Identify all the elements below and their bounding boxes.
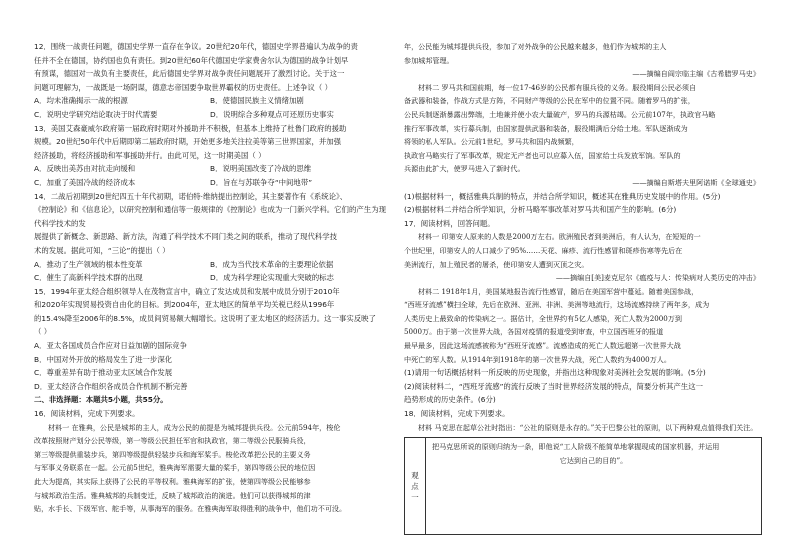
option-row	[34, 162, 386, 176]
question-16-task-2: (2)根据材料二并结合所学知识，分析马略军事改革对罗马共和国产生的影响。(6分)	[404, 205, 677, 215]
question-17-material-1	[404, 230, 760, 271]
option-row	[34, 176, 386, 190]
question-text: 12．围绕一战责任问题，德国史学界一直存在争议。20世纪20年代，德国史学界普遍认为战争的责	[34, 42, 358, 51]
question-18-material: 材料 马克思在起草公社时指出：“公社的原则是永存的。”关于巴黎公社的原则，以下两种观点值得我们关注。	[418, 422, 758, 432]
material-line: 与军事义务联系在一起。公元前5世纪，雅典海军需要大量的桨手，第四等级公民的地位因	[34, 463, 316, 473]
material-line: 贴，水手长、下级军官、舵手等，从事海军的服务。在雅典海军取得胜利的战争中，他们功不可没。	[34, 504, 347, 514]
option-a[interactable]: A．亚太各国成员合作应对日益加剧的国际竞争	[34, 341, 187, 351]
question-text: 的15.4%降至2006年的8.5%，成员间贸易额大幅增长。这说明了亚太地区的经济活力。这一事实反映了	[34, 313, 376, 323]
question-16-material-2	[404, 81, 760, 176]
question-text: 术的发展。据此可知，“三论”的提出（ ）	[34, 245, 170, 255]
question-text: 任并不全在德国，协约国也负有责任。到20世纪60年代德国史学家费舍尔认为德国的战争计划早	[34, 55, 349, 65]
option-row	[34, 258, 386, 272]
material-line: 个世纪里，印第安人的人口减少了95%……天花、麻疹、流行性感冒和斑疹伤寒等先后在	[404, 245, 683, 255]
question-18-intro: 18．阅读材料，完成下列要求。	[404, 409, 510, 419]
material-line: 最早最多，因此这场流感被称为“西班牙流感”。流感造成的死亡人数远超第一次世界大战	[404, 341, 681, 351]
source-citation: ——摘编自阎宗临主编《古希腊罗马史》	[632, 69, 760, 79]
option-a[interactable]: A．推动了生产领域的根本性变革	[34, 259, 143, 269]
option-a[interactable]: A．反映出美苏由对抗走向缓和	[34, 164, 136, 174]
viewpoint-content	[426, 438, 761, 534]
viewpoint-label-char: 观	[411, 470, 419, 480]
viewpoint-table	[404, 437, 762, 535]
question-text: 14．二战后初期到20世纪四五十年代初期，诺伯特·维纳提出控制论，其主要著作有《系统论》、	[34, 191, 348, 201]
material-line: 兵源由此扩大，使罗马进入了新时代。	[404, 164, 525, 174]
viewpoint-line: 它达到自己的目的”。	[559, 455, 628, 465]
question-text: 13．美国艾森豪威尔政府第一届政府时期对外援助并不积极，但基本上维持了杜鲁门政府的援助	[34, 123, 347, 133]
question-text: 展提供了新概念、新思路、新方法，沟通了科学技术不同门类之间的联系，推动了现代科学技	[34, 232, 338, 242]
question-text: 15．1994年亚太经合组织领导人在茂物宣言中，确立了发达成员和发展中成员分别于2010年	[34, 286, 340, 296]
option-d[interactable]: D．旨在与苏联争夺“中间地带”	[210, 177, 313, 187]
option-b[interactable]: B．成为当代技术革命的主要理论依据	[210, 259, 334, 269]
option-b[interactable]: B．使德国民族主义情绪加剧	[210, 96, 304, 106]
material-line: 材料一 在雅典，公民是城邦的主人，成为公民的前提是为城邦提供兵役。公元前594年，梭伦	[48, 422, 341, 432]
question-15	[34, 285, 386, 394]
option-d[interactable]: D．成为科学理论实现重大突破的标志	[210, 273, 334, 283]
viewpoint-line: 把马克思所说的原则归纳为一条，即他说“工人阶级不能简单地掌握现成的国家机器，并运用	[432, 442, 720, 452]
question-16-material-1	[34, 421, 386, 516]
option-d[interactable]: D．亚太经济合作组织各成员合作机制不断完善	[34, 381, 188, 391]
question-text: 规模。20世纪50年代中后期即第二届政府时期，开始更多地关注拉美等第三世界国家，并加强	[34, 137, 342, 147]
material-line: 材料二 罗马共和国前期，每一位17-46岁的公民都有服兵役的义务。服役期间公民必须自	[418, 82, 697, 92]
question-17-task-1: (1)请用一句话概括材料一所反映的历史现象，并指出这种现象对美洲社会发展的影响。(5分)	[404, 368, 706, 378]
question-text: （ ）	[34, 327, 52, 337]
option-row	[34, 94, 386, 108]
material-line: 材料一 印第安人原来的人数是2000万左右。欧洲殖民者到美洲后，有人认为，在短短的一	[418, 232, 701, 242]
viewpoint-label-char: 一	[411, 492, 419, 502]
material-line: 此大为提高，其实际上获得了公民的平等权利。雅典海军的扩张，使第四等级公民能够参	[34, 477, 311, 486]
material-line: 美洲流行，加上殖民者的屠杀，使印第安人遭到灭顶之灾。	[404, 259, 589, 269]
question-17-intro: 17．阅读材料，回答问题。	[404, 218, 495, 228]
question-13	[34, 122, 386, 190]
option-c[interactable]: C．说明史学研究结论取决于时代需要	[34, 109, 158, 119]
material-line: 执政官马略实行了军事改革，规定无产者也可以应募入伍，国家给士兵发放军饷。军队的	[404, 150, 681, 160]
option-row	[34, 271, 386, 285]
question-text: 《控制论》和《信息论》，以研究控制和通信等一般规律的《控制论》也成为一门新兴学科。它们的产生为现代科学技术的发	[34, 205, 386, 228]
material-line: 推行军事改革，实行募兵制，由国家提供武器和装备，服役期满后分给土地。军队逐渐成为	[404, 123, 688, 133]
viewpoint-label-char: 点	[411, 481, 419, 491]
material-line: 参加城邦管理。	[404, 55, 454, 65]
material-line: 中死亡的军人数。从1914年到1918年的第一次世界大战，死亡人数约为4000万人。	[404, 354, 671, 364]
question-17-task-2-cont: 趋势形成的历史条件。(6分)	[404, 395, 496, 405]
section-heading: 二、非选择题：本题共5小题，共55分。	[34, 395, 168, 405]
material-line: 与城邦政治生活。雅典城邦的兵制变迁，反映了城邦政治的演进。他们可以获得城邦的津	[34, 490, 311, 500]
option-c[interactable]: C．加重了美国冷战的经济成本	[34, 177, 136, 187]
material-line: 年，公民能为城邦提供兵役，参加了对外战争的公民越来越多，他们作为城邦的主人	[404, 42, 667, 51]
material-line: 材料二 1918年1月，美国某地报告流行性感冒，随后在美国军营中蔓延。随着美国参战，	[418, 286, 699, 296]
option-a[interactable]: A．均未准确揭示一战的根源	[34, 96, 128, 106]
question-17-task-2: (2)阅读材料二，“西班牙流感”的流行反映了当时世界经济发展的特点，简要分析其产生这一	[404, 381, 703, 391]
option-b[interactable]: B．说明美国改变了冷战的思维	[210, 164, 312, 174]
option-b[interactable]: B．中国对外开放的格局发生了进一步深化	[34, 354, 173, 364]
right-column	[404, 40, 760, 535]
option-c[interactable]: C．催生了高新科学技术群的出现	[34, 273, 143, 283]
question-16-task-1: (1)根据材料一，概括雅典兵制的特点，并结合所学知识，概述其在雅典历史发展中的作用。(5分)	[404, 191, 721, 201]
material-line: 5000万。由于第一次世界大战，各国对疫情的报道受到审查，中立国西班牙的报道	[404, 327, 664, 337]
source-citation: ——摘编自[美]麦克尼尔《瘟疫与人：传染病对人类历史的冲击》	[555, 273, 760, 283]
question-text: 经济援助，将经济援助和军事援助并行。由此可见，这一时期美国（ ）	[34, 150, 266, 160]
option-row	[34, 108, 386, 122]
question-16-material-1-cont	[404, 40, 760, 67]
material-line: “西班牙流感”横扫全球，先后在欧洲、亚洲、非洲、美洲等地流行，这场流感持续了两年多，成为	[404, 300, 710, 310]
material-line: 改革按照财产划分公民等级，第一等级公民担任军官和执政官，第二等级公民服骑兵役，	[34, 436, 311, 446]
material-line: 将领的私人军队。公元前1世纪，罗马共和国内战频繁，	[404, 137, 579, 147]
question-text: 问题可理解为，一战既是一场阴谋，德意志帝国要争取世界霸权的历史责任。上述争议（ ）	[34, 82, 332, 92]
material-line: 备武器和装备，作战方式是方阵，不同财产等级的公民在军中的位置不同。随着罗马的扩张，	[404, 96, 695, 106]
viewpoint-label	[405, 438, 426, 534]
question-text: 和2020年实现贸易投资自由化的目标。到2004年，亚太地区的简单平均关税已经从1996年	[34, 300, 335, 310]
material-line: 公民兵制逐渐暴露出弊端，土地兼并使小农大量破产，罗马的兵源枯竭。公元前107年，执政官马略	[404, 109, 716, 119]
material-line: 人类历史上最致命的传染病之一。据估计，全世界约有5亿人感染，死亡人数为2000万到	[404, 313, 682, 323]
material-line: 第三等级提供重装步兵，第四等级提供轻装步兵和海军桨手。梭伦改革把公民的主要义务	[34, 449, 311, 459]
question-16-intro: 16．阅读材料，完成下列要求。	[34, 409, 140, 419]
question-14	[34, 190, 386, 285]
question-17-material-2	[404, 285, 760, 367]
source-citation: ——摘编自斯塔夫里阿诺斯《全球通史》	[632, 177, 760, 187]
left-column	[34, 40, 386, 516]
option-d[interactable]: D．说明综合多种观点可还原历史事实	[210, 109, 334, 119]
option-c[interactable]: C．尊重差异有助于推动亚太区域合作发展	[34, 368, 173, 378]
question-12	[34, 40, 386, 122]
question-text: 有预谋，德国对一战负有主要责任，此后德国史学界对战争责任问题展开了激烈讨论。关于这一	[34, 69, 345, 79]
